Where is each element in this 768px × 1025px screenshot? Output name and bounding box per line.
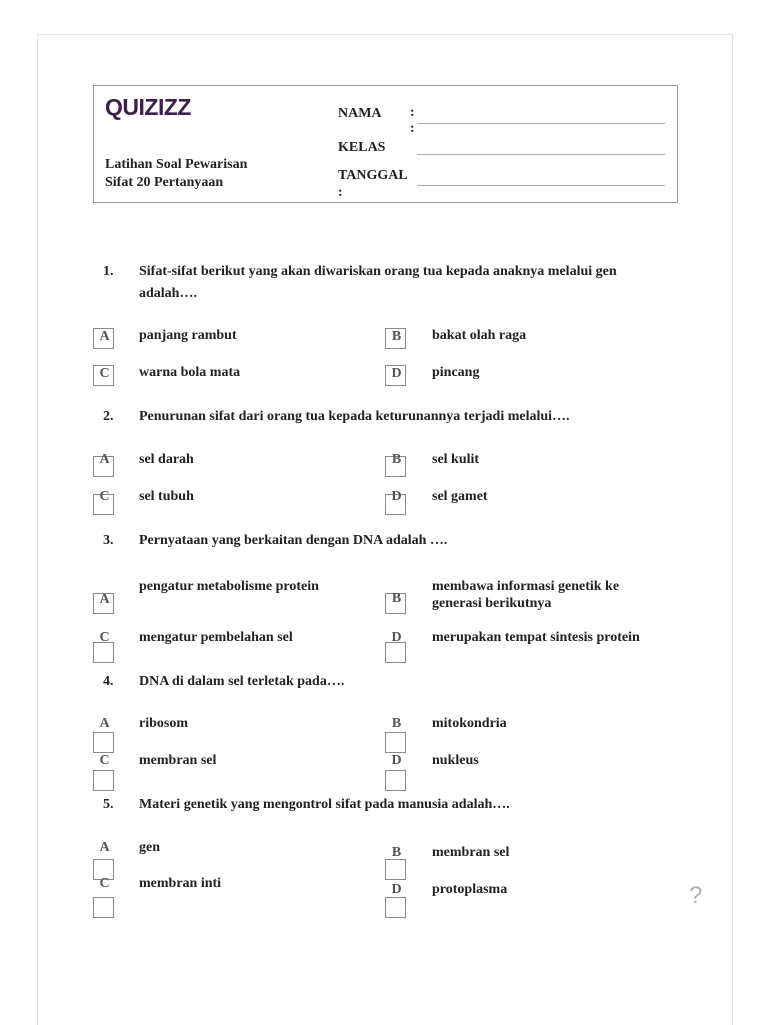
class-colon: :	[410, 121, 415, 136]
question-mark-icon[interactable]: ?	[689, 882, 703, 909]
option-text: sel kulit	[432, 452, 480, 467]
option-letter: B	[391, 591, 402, 606]
option-text: mitokondria	[432, 716, 507, 731]
class-field-line[interactable]	[417, 154, 665, 155]
option-text: sel gamet	[432, 489, 488, 504]
option-letter: A	[99, 840, 110, 855]
option-text: pengatur metabolisme protein	[139, 579, 319, 594]
class-label: KELAS	[338, 140, 386, 155]
option-letter: C	[99, 366, 110, 381]
option-letter: D	[391, 753, 402, 768]
question-number: 5.	[103, 797, 114, 812]
option-text: pincang	[432, 365, 480, 380]
answer-checkbox[interactable]	[93, 897, 114, 918]
question-text: Penurunan sifat dari orang tua kepada keturunannya terjadi melalui….	[139, 409, 570, 424]
option-text: protoplasma	[432, 882, 508, 897]
question-text: Sifat-sifat berikut yang akan diwariskan orang tua kepada anaknya melalui gen adalah….	[139, 264, 617, 301]
question-number: 2.	[103, 409, 114, 424]
option-letter: D	[391, 630, 402, 645]
option-letter: D	[391, 489, 402, 504]
option-text: merupakan tempat sintesis protein	[432, 630, 640, 645]
option-letter: B	[391, 452, 402, 467]
option-text: ribosom	[139, 716, 188, 731]
question-text: Pernyataan yang berkaitan dengan DNA adalah ….	[139, 533, 448, 548]
date-field-line[interactable]	[417, 185, 665, 186]
option-text: mengatur pembelahan sel	[139, 630, 293, 645]
answer-checkbox[interactable]	[385, 859, 406, 880]
answer-checkbox[interactable]	[385, 732, 406, 753]
answer-checkbox[interactable]	[93, 770, 114, 791]
quiz-title-line-2: Sifat 20 Pertanyaan	[105, 175, 224, 190]
option-letter: B	[391, 329, 402, 344]
quiz-title	[105, 156, 305, 192]
option-text: membran sel	[139, 753, 217, 768]
option-letter: C	[99, 489, 110, 504]
option-letter: C	[99, 753, 110, 768]
name-colon: :	[410, 105, 415, 120]
option-letter: A	[99, 716, 110, 731]
option-text: gen	[139, 840, 160, 855]
option-letter: D	[391, 366, 402, 381]
option-letter: A	[99, 329, 110, 344]
question-number: 4.	[103, 674, 114, 689]
answer-checkbox[interactable]	[93, 732, 114, 753]
answer-checkbox[interactable]	[385, 770, 406, 791]
question-number: 3.	[103, 533, 114, 548]
option-letter: C	[99, 630, 110, 645]
option-text: nukleus	[432, 753, 479, 768]
option-letter: D	[391, 882, 402, 897]
option-text: membawa informasi genetik ke generasi berikutnya	[432, 579, 620, 611]
option-text: sel darah	[139, 452, 194, 467]
question-text: Materi genetik yang mengontrol sifat pada manusia adalah….	[139, 797, 510, 812]
option-text: panjang rambut	[139, 328, 237, 343]
quiz-title-line-1: Latihan Soal Pewarisan	[105, 157, 248, 172]
option-text: membran sel	[432, 845, 510, 860]
question-text: DNA di dalam sel terletak pada….	[139, 674, 345, 689]
option-text: bakat olah raga	[432, 328, 527, 343]
option-letter: C	[99, 876, 110, 891]
option-letter: A	[99, 592, 110, 607]
option-text: warna bola mata	[139, 365, 241, 380]
answer-checkbox[interactable]	[385, 897, 406, 918]
quizizz-logo: QUIZIZZ	[105, 94, 191, 120]
name-label: NAMA	[338, 106, 382, 121]
option-letter: B	[391, 716, 402, 731]
option-text: membran inti	[139, 876, 222, 891]
option-letter: B	[391, 845, 402, 860]
question-number: 1.	[103, 264, 114, 279]
option-text: sel tubuh	[139, 489, 194, 504]
option-letter: A	[99, 452, 110, 467]
date-label: TANGGAL :	[338, 168, 407, 200]
name-field-line[interactable]	[417, 123, 665, 124]
